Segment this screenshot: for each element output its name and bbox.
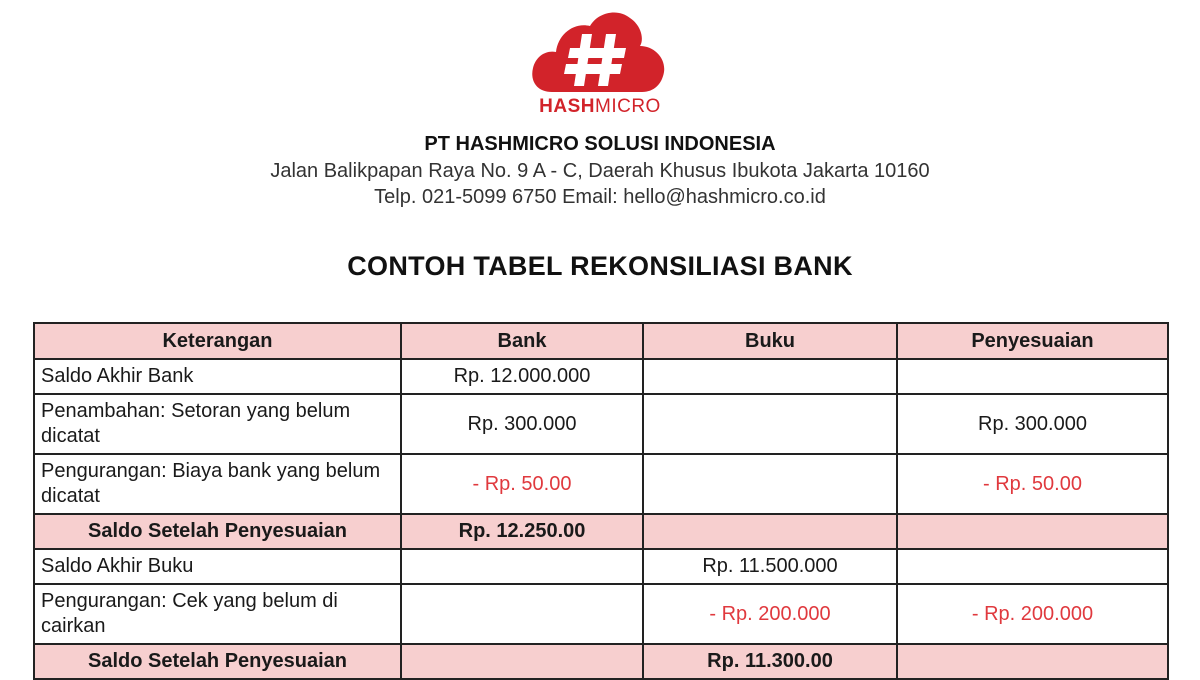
cell-buku: - Rp. 200.000 [643,584,897,644]
cell-buku [643,454,897,514]
header-buku: Buku [643,323,897,359]
cell-buku [643,514,897,549]
cell-keterangan: Saldo Setelah Penyesuaian [34,514,401,549]
cell-keterangan: Pengurangan: Biaya bank yang belum dicatat [34,454,401,514]
table-header-row [34,323,1168,359]
table-row [34,359,1168,394]
cell-penyesuaian [897,514,1168,549]
cell-buku [643,394,897,454]
document-title: CONTOH TABEL REKONSILIASI BANK [347,251,853,281]
cell-penyesuaian: - Rp. 50.00 [897,454,1168,514]
cell-penyesuaian: - Rp. 200.000 [897,584,1168,644]
table-row [34,454,1168,514]
cell-buku: Rp. 11.300.00 [643,644,897,679]
table-row [34,394,1168,454]
cell-bank [401,584,643,644]
cell-buku [643,359,897,394]
cell-keterangan: Saldo Setelah Penyesuaian [34,644,401,679]
cell-keterangan: Saldo Akhir Bank [34,359,401,394]
company-address: Jalan Balikpapan Raya No. 9 A - C, Daerah Khusus Ibukota Jakarta 10160 [270,160,930,182]
cell-bank [401,549,643,584]
company-logo [0,6,1200,118]
table-row [34,549,1168,584]
cell-buku: Rp. 11.500.000 [643,549,897,584]
company-contact: Telp. 021-5099 6750 Email: hello@hashmicro.co.id [374,186,826,208]
company-name: PT HASHMICRO SOLUSI INDONESIA [424,133,776,155]
cell-penyesuaian [897,359,1168,394]
cell-bank: Rp. 12.000.000 [401,359,643,394]
cell-keterangan: Pengurangan: Cek yang belum di cairkan [34,584,401,644]
cell-penyesuaian [897,644,1168,679]
cell-bank: Rp. 12.250.00 [401,514,643,549]
cell-keterangan: Penambahan: Setoran yang belum dicatat [34,394,401,454]
cell-bank: - Rp. 50.00 [401,454,643,514]
hashmicro-cloud-icon [530,6,670,98]
cell-penyesuaian [897,549,1168,584]
table-row [34,584,1168,644]
cell-penyesuaian: Rp. 300.000 [897,394,1168,454]
header-bank: Bank [401,323,643,359]
cell-bank: Rp. 300.000 [401,394,643,454]
table-row-subtotal [34,644,1168,679]
cell-bank [401,644,643,679]
header-penyesuaian: Penyesuaian [897,323,1168,359]
logo-wordmark: HASHMICRO [539,96,661,117]
header-keterangan: Keterangan [34,323,401,359]
reconciliation-table [33,322,1169,680]
table-row-subtotal [34,514,1168,549]
cell-keterangan: Saldo Akhir Buku [34,549,401,584]
